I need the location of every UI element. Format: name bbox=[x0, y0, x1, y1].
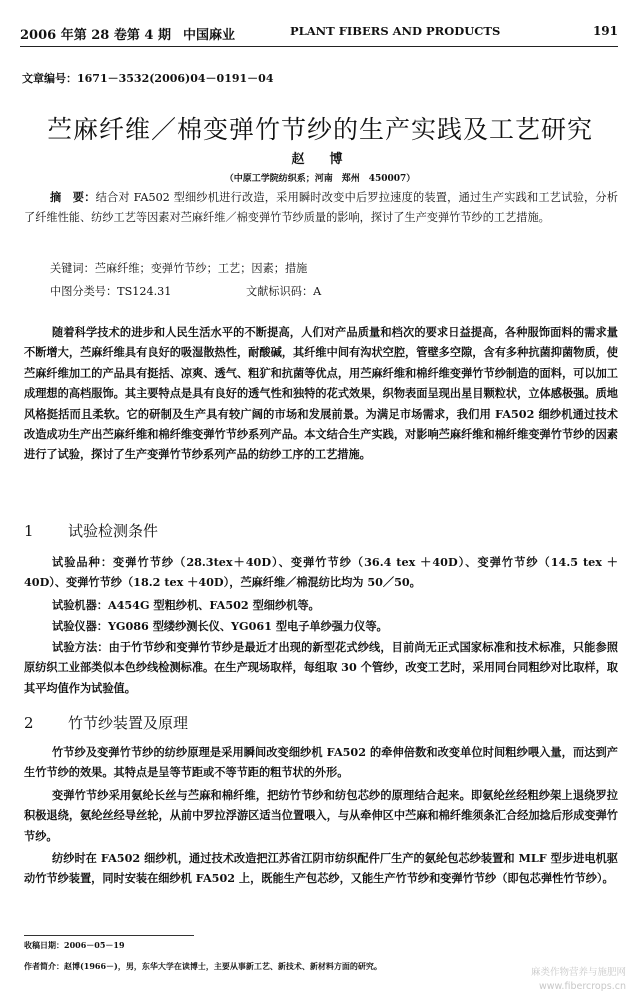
paper-title: 苎麻纤维／棉变弹竹节纱的生产实践及工艺研究 bbox=[46, 115, 593, 144]
watermark-line: 麻类作物营养与施肥网 bbox=[530, 967, 626, 978]
test-method: 试验方法：由于竹节纱和变弹竹节纱是最近才出现的新型花式纱线，目前尚无正式国家标准和技术标准，只能参照原纺织工业部类似本色纱线检测标准。在生产现场取样，每组取 30 个管纱，改变工艺时，采用同台同粗纱对比取样，取其平均值作为试验值。 bbox=[24, 640, 618, 695]
watermark-url: www.fibercrops.cn bbox=[539, 981, 626, 992]
test-instruments: 试验仪器：YG086 型缕纱测长仪、YG061 型电子单纱强力仪等。 bbox=[52, 619, 388, 633]
introduction-paragraph: 随着科学技术的进步和人民生活水平的不断提高，人们对产品质量和档次的要求日益提高，各种服饰面料的需求量不断增大，苎麻纤维具有良好的吸湿散热性，耐酸碱，其纤维中间有沟状空腔，管壁多空隙，含有多种抗菌抑菌物质，使苎麻纤维加工的产品具有挺括、凉爽、透气、粗犷和抗菌等优点，用苎麻纤维和棉纤维变弹竹节纱制造的面料，可以加工成理想的高档服饰。其主要特点是具有良好的透气性和独特的花式效果，织物表面呈现出星目颗粒状，立体感极强。质地风格挺括而且柔软。它的研制及生产具有较广阔的市场和发展前景。为满足市场需求，我们用 FA502 细纱机通过技术改造成功生产出苎麻纤维和棉纤维变弹竹节纱系列产品。本文结合生产实践，对影响苎麻纤维和棉纤维变弹竹节纱的因素进行了试验，探讨了生产变弹竹节纱系列产品的纺纱工序的工艺措施。 bbox=[24, 325, 618, 462]
section-title: 竹节纱装置及原理 bbox=[68, 714, 189, 732]
document-code: 文献标识码：A bbox=[246, 285, 322, 298]
author-name: 赵 博 bbox=[291, 152, 349, 167]
keywords: 关键词：苎麻纤维；变弹竹节纱；工艺；因素；措施 bbox=[50, 262, 308, 275]
footnote-rule bbox=[24, 935, 194, 936]
header-rule bbox=[20, 46, 618, 47]
classification-number: 中图分类号：TS124.31 bbox=[50, 285, 172, 298]
received-date: 收稿日期：2006－05－19 bbox=[24, 940, 125, 950]
abstract bbox=[24, 187, 618, 228]
affiliation: （中原工学院纺织系；河南 郑州 450007） bbox=[224, 174, 416, 184]
body-paragraph: 纺纱时在 FA502 细纱机，通过技术改造把江苏省江阴市纺织配件厂生产的氨纶包芯纱装置和 MLF 型步进电机驱动竹节纱装置，同时安装在细纱机 FA502 上，既能生产包芯纱，又能生产竹节纱和变弹竹节纱（即包芯弹性竹节纱）。 bbox=[24, 851, 618, 886]
page-number: 191 bbox=[592, 24, 618, 38]
section-heading-2 bbox=[24, 712, 188, 733]
section-number: 1 bbox=[24, 522, 34, 540]
test-varieties: 试验品种：变弹竹节纱（28.3tex＋40D）、变弹竹节纱（36.4 tex ＋40D）、变弹竹节纱（14.5 tex ＋40D）、变弹竹节纱（18.2 tex ＋40D），苎麻纤维／棉混纺比均为 50／50。 bbox=[24, 555, 618, 590]
running-header bbox=[20, 24, 618, 42]
classification-line bbox=[50, 283, 610, 299]
test-machines: 试验机器：A454G 型粗纱机、FA502 型细纱机等。 bbox=[52, 598, 320, 612]
issue-info: 2006 年第 28 卷第 4 期 bbox=[20, 28, 171, 43]
journal-name-en: PLANT FIBERS AND PRODUCTS bbox=[290, 24, 501, 38]
abstract-text: 结合对 FA502 型细纱机进行改造，采用瞬时改变中后罗拉速度的装置，通过生产实践和工艺试验，分析了纤维性能、纺纱工艺等因素对苎麻纤维／棉变弹竹节纱质量的影响，探讨了生产变弹竹节纱的工艺措施。 bbox=[24, 191, 618, 224]
section-heading-1 bbox=[24, 520, 158, 541]
body-paragraph: 竹节纱及变弹竹节纱的纺纱原理是采用瞬间改变细纱机 FA502 的牵伸倍数和改变单位时间粗纱喂入量，而达到产生竹节纱的效果。其特点是呈等节距或不等节距的粗节状的外形。 bbox=[24, 745, 618, 780]
journal-name-cn: 中国麻业 bbox=[183, 28, 236, 43]
author-bio: 作者简介：赵博(1966－)，男，东华大学在读博士，主要从事新工艺、新技术、新材料方面的研究。 bbox=[24, 961, 382, 971]
watermark bbox=[531, 966, 626, 994]
section-number: 2 bbox=[24, 714, 34, 732]
section-title: 试验检测条件 bbox=[68, 522, 159, 540]
abstract-label: 摘 要： bbox=[50, 190, 96, 204]
article-number: 文章编号：1671－3532(2006)04－0191－04 bbox=[22, 72, 274, 85]
body-paragraph: 变弹竹节纱采用氨纶长丝与苎麻和棉纤维，把纺竹节纱和纺包芯纱的原理结合起来。即氨纶丝经粗纱架上退绕罗拉积极退绕，氨纶丝经导丝轮，从前中罗拉浮游区适当位置喂入，与从牵伸区中苎麻和棉纤维须条汇合经加捻后形成变弹竹节纱。 bbox=[24, 788, 618, 843]
